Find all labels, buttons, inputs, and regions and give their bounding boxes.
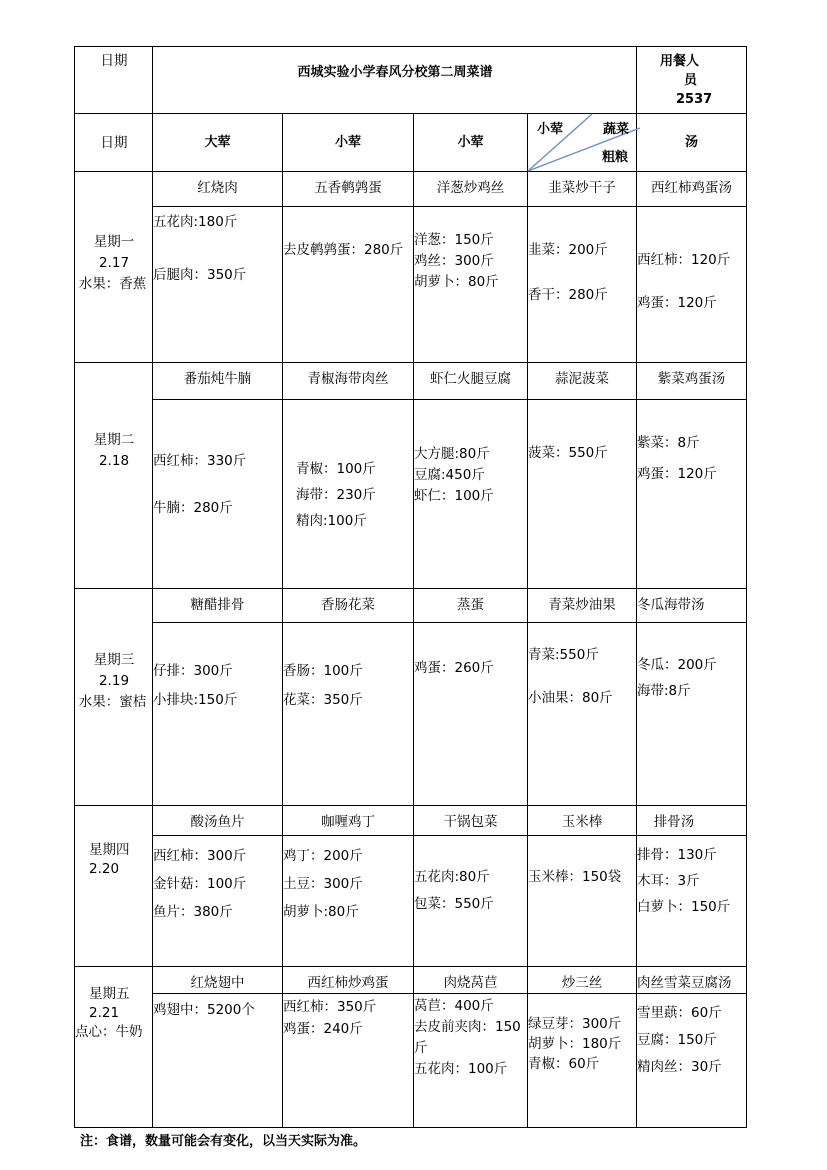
ingredient: 胡萝卜:80斤 xyxy=(283,904,359,920)
ingredient: 牛腩：280斤 xyxy=(153,500,233,516)
ingredient: 鸡丝：300斤 xyxy=(414,253,494,269)
ingredient: 玉米棒：150袋 xyxy=(528,869,622,885)
ingredient: 后腿肉：350斤 xyxy=(153,267,247,283)
ingredient: 青椒：100斤 xyxy=(296,461,376,477)
ingredient-list xyxy=(637,842,730,920)
ingredient: 包菜：550斤 xyxy=(414,896,494,912)
ingredient: 西红柿：330斤 xyxy=(153,453,247,469)
ingredient: 鸡蛋：240斤 xyxy=(283,1021,363,1037)
dish-name: 番茄炖牛腩 xyxy=(183,371,252,387)
ingredient: 绿豆芽：300斤 xyxy=(528,1016,622,1032)
dish-name: 青菜炒油果 xyxy=(548,597,616,613)
dish-name: 炒三丝 xyxy=(561,975,603,991)
ingredient-list xyxy=(296,456,376,534)
dish-name: 五香鹌鹑蛋 xyxy=(314,180,382,196)
day-name: 星期四 xyxy=(89,842,130,858)
dish-name: 干锅包菜 xyxy=(443,814,498,830)
ingredient: 海带：230斤 xyxy=(296,487,376,503)
dish-name: 玉米棒 xyxy=(561,814,603,830)
ingredient: 仔排：300斤 xyxy=(153,663,233,679)
ingredient: 小排块:150斤 xyxy=(153,692,238,708)
day-date: 2.20 xyxy=(89,861,120,877)
ingredient: 西红柿：120斤 xyxy=(637,252,731,268)
ingredient: 胡萝卜：180斤 xyxy=(528,1036,622,1052)
dish-name: 紫菜鸡蛋汤 xyxy=(657,371,726,387)
ingredient: 小油果：80斤 xyxy=(528,690,613,706)
ingredient: 香干：280斤 xyxy=(528,287,608,303)
ingredient-list xyxy=(414,996,521,1080)
ingredient-list xyxy=(153,842,246,926)
ingredient: 排骨：130斤 xyxy=(637,847,717,863)
ingredient: 青菜:550斤 xyxy=(528,647,599,663)
ingredient: 西红柿：350斤 xyxy=(283,999,377,1015)
column-header-diag-small-meat: 小荤 xyxy=(537,122,564,137)
column-header-date: 日期 xyxy=(100,135,128,151)
day-date: 2.18 xyxy=(98,453,130,469)
day-date: 2.19 xyxy=(98,673,130,689)
ingredient-list xyxy=(528,1014,621,1074)
day-name: 星期一 xyxy=(93,234,135,250)
ingredient: 大方腿:80斤 xyxy=(414,446,490,462)
ingredient: 豆腐：150斤 xyxy=(637,1032,717,1048)
ingredient: 紫菜：8斤 xyxy=(637,435,700,451)
ingredient: 鸡蛋：120斤 xyxy=(637,295,717,311)
dish-name: 红烧翅中 xyxy=(190,975,245,991)
day-cell xyxy=(75,650,153,713)
column-header-soup: 汤 xyxy=(684,135,698,150)
page-title: 西城实验小学春风分校第二周菜谱 xyxy=(297,65,493,80)
ingredient: 五花肉:80斤 xyxy=(414,869,490,885)
ingredient: 五花肉：100斤 xyxy=(414,1061,508,1077)
day-cell xyxy=(75,232,153,295)
ingredient: 精肉:100斤 xyxy=(296,513,367,529)
ingredient: 花菜：350斤 xyxy=(283,692,363,708)
ingredient: 五花肉:180斤 xyxy=(153,214,238,230)
ingredient: 胡萝卜：80斤 xyxy=(414,274,499,290)
footer-note: 注：食谱，数量可能会有变化，以当天实际为准。 xyxy=(80,1134,367,1149)
ingredient: 金针菇：100斤 xyxy=(153,876,247,892)
ingredient: 斤 xyxy=(414,1040,428,1056)
column-header-diag-coarse-grain: 粗粮 xyxy=(602,150,629,165)
ingredient: 海带:8斤 xyxy=(637,683,691,699)
dish-name: 肉丝雪菜豆腐汤 xyxy=(637,975,732,991)
column-header-diag-vegetable: 蔬菜 xyxy=(603,122,630,137)
ingredient: 去皮鹌鹑蛋：280斤 xyxy=(283,242,404,258)
diners-label-line-1: 用餐人 xyxy=(660,54,700,69)
dish-name: 红烧肉 xyxy=(197,180,238,196)
column-header-small-meat-1: 小荤 xyxy=(334,135,361,150)
ingredient: 雪里蕻：60斤 xyxy=(637,1005,722,1021)
day-extra: 水果：蜜桔 xyxy=(78,694,147,710)
ingredient-list xyxy=(414,444,494,507)
day-cell xyxy=(75,430,153,472)
column-header-big-meat: 大荤 xyxy=(204,135,231,150)
ingredient: 精肉丝：30斤 xyxy=(637,1059,722,1075)
ingredient: 去皮前夹肉：150 xyxy=(414,1019,521,1035)
ingredient: 鸡蛋：260斤 xyxy=(414,660,494,676)
day-extra: 点心：牛奶 xyxy=(75,1024,143,1040)
dish-name: 蒜泥菠菜 xyxy=(555,371,609,387)
ingredient: 西红柿：300斤 xyxy=(153,848,247,864)
ingredient: 土豆：300斤 xyxy=(283,876,363,892)
dish-name: 蒸蛋 xyxy=(457,597,484,613)
day-date: 2.17 xyxy=(98,255,130,271)
dish-name: 青椒海带肉丝 xyxy=(307,371,389,387)
dish-name: 肉烧莴苣 xyxy=(443,975,498,991)
dish-name: 韭菜炒干子 xyxy=(548,180,616,196)
day-cell xyxy=(89,841,130,879)
ingredient-list xyxy=(414,230,499,293)
ingredient-list xyxy=(283,996,376,1040)
dish-name: 糖醋排骨 xyxy=(190,597,245,613)
day-extra: 水果：香蕉 xyxy=(78,276,147,292)
ingredient: 豆腐:450斤 xyxy=(414,467,485,483)
ingredient: 白萝卜：150斤 xyxy=(637,899,731,915)
diners-count: 2537 xyxy=(676,92,713,107)
ingredient: 洋葱：150斤 xyxy=(414,232,494,248)
ingredient: 鸡翅中：5200个 xyxy=(153,1002,255,1018)
dish-name: 排骨汤 xyxy=(653,814,695,830)
ingredient: 虾仁：100斤 xyxy=(414,488,494,504)
ingredient: 鱼片：380斤 xyxy=(153,904,233,920)
header-date-label: 日期 xyxy=(100,53,128,69)
ingredient: 鸡丁：200斤 xyxy=(283,848,363,864)
dish-name: 咖喱鸡丁 xyxy=(321,814,375,830)
ingredient: 木耳：3斤 xyxy=(637,873,700,889)
day-name: 星期二 xyxy=(93,432,135,448)
day-cell xyxy=(75,985,153,1042)
diners-label xyxy=(660,52,740,109)
ingredient: 鸡蛋：120斤 xyxy=(637,466,717,482)
ingredient: 菠菜：550斤 xyxy=(528,445,608,461)
dish-name: 西红柿炒鸡蛋 xyxy=(307,975,389,991)
day-date: 2.21 xyxy=(89,1005,120,1021)
dish-name: 虾仁火腿豆腐 xyxy=(430,371,511,387)
dish-name: 香肠花菜 xyxy=(321,597,375,613)
ingredient: 冬瓜：200斤 xyxy=(637,657,717,673)
dish-name: 冬瓜海带汤 xyxy=(637,597,705,613)
dish-name: 酸汤鱼片 xyxy=(190,814,245,830)
day-name: 星期三 xyxy=(93,652,135,668)
ingredient-list xyxy=(283,842,363,926)
ingredient-list xyxy=(637,1000,722,1081)
column-header-small-meat-2: 小荤 xyxy=(457,135,484,150)
ingredient: 香肠：100斤 xyxy=(283,663,363,679)
ingredient: 莴苣：400斤 xyxy=(414,998,494,1014)
ingredient: 青椒：60斤 xyxy=(528,1056,600,1072)
dish-name: 西红柿鸡蛋汤 xyxy=(651,180,732,196)
day-name: 星期五 xyxy=(89,986,130,1002)
dish-name: 洋葱炒鸡丝 xyxy=(436,180,505,196)
diners-label-line-2: 员 xyxy=(684,73,698,88)
ingredient: 韭菜：200斤 xyxy=(528,242,608,258)
